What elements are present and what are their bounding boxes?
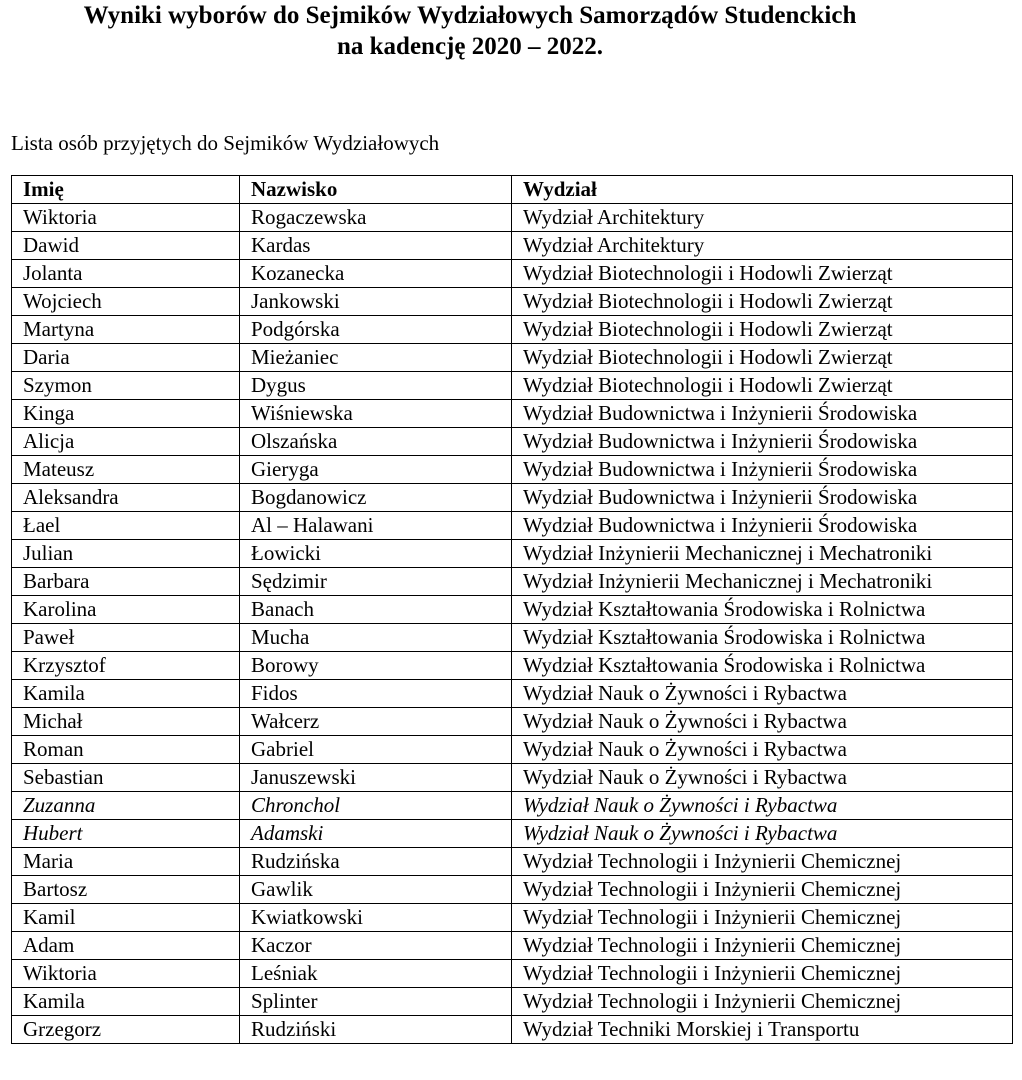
faculty-cell: Wydział Biotechnologii i Hodowli Zwierząt (512, 288, 1013, 316)
last-name-cell: Rudzińska (240, 848, 512, 876)
first-name-cell: Adam (12, 932, 240, 960)
last-name-cell: Gawlik (240, 876, 512, 904)
header-faculty: Wydział (512, 176, 1013, 204)
table-row (12, 792, 1013, 820)
first-name-cell: Hubert (12, 820, 240, 848)
faculty-cell: Wydział Biotechnologii i Hodowli Zwierząt (512, 344, 1013, 372)
last-name-cell: Kwiatkowski (240, 904, 512, 932)
faculty-cell: Wydział Technologii i Inżynierii Chemicznej (512, 960, 1013, 988)
last-name-cell: Rogaczewska (240, 204, 512, 232)
first-name-cell: Roman (12, 736, 240, 764)
table-header-row (12, 176, 1013, 204)
last-name-cell: Mucha (240, 624, 512, 652)
table-row (12, 680, 1013, 708)
faculty-cell: Wydział Biotechnologii i Hodowli Zwierząt (512, 316, 1013, 344)
first-name-cell: Zuzanna (12, 792, 240, 820)
table-row (12, 960, 1013, 988)
first-name-cell: Michał (12, 708, 240, 736)
faculty-cell: Wydział Budownictwa i Inżynierii Środowiska (512, 400, 1013, 428)
table-row (12, 820, 1013, 848)
title-line-1: Wyniki wyborów do Sejmików Wydziałowych Samorządów Studenckich (83, 2, 857, 29)
last-name-cell: Rudziński (240, 1016, 512, 1044)
first-name-cell: Krzysztof (12, 652, 240, 680)
last-name-cell: Jankowski (240, 288, 512, 316)
table-row (12, 988, 1013, 1016)
first-name-cell: Kamila (12, 680, 240, 708)
first-name-cell: Kinga (12, 400, 240, 428)
last-name-cell: Mieżaniec (240, 344, 512, 372)
table-row (12, 1016, 1013, 1044)
first-name-cell: Barbara (12, 568, 240, 596)
table-row (12, 596, 1013, 624)
last-name-cell: Łowicki (240, 540, 512, 568)
faculty-cell: Wydział Technologii i Inżynierii Chemicznej (512, 904, 1013, 932)
last-name-cell: Podgórska (240, 316, 512, 344)
first-name-cell: Grzegorz (12, 1016, 240, 1044)
table-row (12, 848, 1013, 876)
table-row (12, 456, 1013, 484)
last-name-cell: Adamski (240, 820, 512, 848)
faculty-cell: Wydział Architektury (512, 232, 1013, 260)
last-name-cell: Kozanecka (240, 260, 512, 288)
faculty-cell: Wydział Budownictwa i Inżynierii Środowiska (512, 484, 1013, 512)
last-name-cell: Gabriel (240, 736, 512, 764)
last-name-cell: Bogdanowicz (240, 484, 512, 512)
last-name-cell: Banach (240, 596, 512, 624)
table-row (12, 288, 1013, 316)
table-row (12, 568, 1013, 596)
table-row (12, 316, 1013, 344)
faculty-cell: Wydział Technologii i Inżynierii Chemicznej (512, 848, 1013, 876)
table-row (12, 372, 1013, 400)
last-name-cell: Gieryga (240, 456, 512, 484)
last-name-cell: Wałcerz (240, 708, 512, 736)
last-name-cell: Chronchol (240, 792, 512, 820)
first-name-cell: Maria (12, 848, 240, 876)
last-name-cell: Wiśniewska (240, 400, 512, 428)
faculty-cell: Wydział Kształtowania Środowiska i Rolnictwa (512, 624, 1013, 652)
last-name-cell: Olszańska (240, 428, 512, 456)
faculty-cell: Wydział Nauk o Żywności i Rybactwa (512, 764, 1013, 792)
last-name-cell: Fidos (240, 680, 512, 708)
faculty-cell: Wydział Nauk o Żywności i Rybactwa (512, 708, 1013, 736)
first-name-cell: Wiktoria (12, 960, 240, 988)
table-row (12, 876, 1013, 904)
table-row (12, 652, 1013, 680)
first-name-cell: Martyna (12, 316, 240, 344)
first-name-cell: Łael (12, 512, 240, 540)
first-name-cell: Jolanta (12, 260, 240, 288)
faculty-cell: Wydział Technologii i Inżynierii Chemicznej (512, 932, 1013, 960)
first-name-cell: Kamil (12, 904, 240, 932)
table-row (12, 512, 1013, 540)
faculty-cell: Wydział Budownictwa i Inżynierii Środowiska (512, 428, 1013, 456)
faculty-cell: Wydział Nauk o Żywności i Rybactwa (512, 820, 1013, 848)
last-name-cell: Borowy (240, 652, 512, 680)
faculty-cell: Wydział Technologii i Inżynierii Chemicznej (512, 876, 1013, 904)
first-name-cell: Sebastian (12, 764, 240, 792)
faculty-cell: Wydział Nauk o Żywności i Rybactwa (512, 736, 1013, 764)
last-name-cell: Sędzimir (240, 568, 512, 596)
table-row (12, 344, 1013, 372)
first-name-cell: Wiktoria (12, 204, 240, 232)
table-row (12, 736, 1013, 764)
first-name-cell: Kamila (12, 988, 240, 1016)
first-name-cell: Julian (12, 540, 240, 568)
first-name-cell: Daria (12, 344, 240, 372)
faculty-cell: Wydział Technologii i Inżynierii Chemicznej (512, 988, 1013, 1016)
document-title (0, 0, 940, 62)
faculty-cell: Wydział Techniki Morskiej i Transportu (512, 1016, 1013, 1044)
last-name-cell: Splinter (240, 988, 512, 1016)
last-name-cell: Januszewski (240, 764, 512, 792)
first-name-cell: Paweł (12, 624, 240, 652)
table-row (12, 484, 1013, 512)
faculty-cell: Wydział Kształtowania Środowiska i Rolnictwa (512, 652, 1013, 680)
table-row (12, 540, 1013, 568)
faculty-cell: Wydział Inżynierii Mechanicznej i Mechatroniki (512, 568, 1013, 596)
first-name-cell: Bartosz (12, 876, 240, 904)
table-row (12, 232, 1013, 260)
title-line-2: na kadencję 2020 – 2022. (337, 33, 603, 60)
last-name-cell: Kardas (240, 232, 512, 260)
header-first-name: Imię (12, 176, 240, 204)
header-last-name: Nazwisko (240, 176, 512, 204)
faculty-cell: Wydział Inżynierii Mechanicznej i Mechatroniki (512, 540, 1013, 568)
last-name-cell: Dygus (240, 372, 512, 400)
first-name-cell: Szymon (12, 372, 240, 400)
table-row (12, 764, 1013, 792)
first-name-cell: Dawid (12, 232, 240, 260)
table-row (12, 904, 1013, 932)
first-name-cell: Wojciech (12, 288, 240, 316)
first-name-cell: Mateusz (12, 456, 240, 484)
faculty-cell: Wydział Budownictwa i Inżynierii Środowiska (512, 512, 1013, 540)
table-row (12, 428, 1013, 456)
table-row (12, 204, 1013, 232)
faculty-cell: Wydział Kształtowania Środowiska i Rolnictwa (512, 596, 1013, 624)
first-name-cell: Alicja (12, 428, 240, 456)
faculty-cell: Wydział Architektury (512, 204, 1013, 232)
faculty-cell: Wydział Nauk o Żywności i Rybactwa (512, 680, 1013, 708)
last-name-cell: Leśniak (240, 960, 512, 988)
faculty-cell: Wydział Biotechnologii i Hodowli Zwierząt (512, 260, 1013, 288)
table-body (12, 204, 1013, 1044)
table-row (12, 708, 1013, 736)
last-name-cell: Kaczor (240, 932, 512, 960)
results-table (11, 175, 1013, 1044)
faculty-cell: Wydział Budownictwa i Inżynierii Środowiska (512, 456, 1013, 484)
faculty-cell: Wydział Nauk o Żywności i Rybactwa (512, 792, 1013, 820)
table-row (12, 624, 1013, 652)
list-caption: Lista osób przyjętych do Sejmików Wydziałowych (11, 131, 440, 155)
faculty-cell: Wydział Biotechnologii i Hodowli Zwierząt (512, 372, 1013, 400)
table-row (12, 400, 1013, 428)
table-row (12, 932, 1013, 960)
table-row (12, 260, 1013, 288)
first-name-cell: Karolina (12, 596, 240, 624)
first-name-cell: Aleksandra (12, 484, 240, 512)
last-name-cell: Al – Halawani (240, 512, 512, 540)
